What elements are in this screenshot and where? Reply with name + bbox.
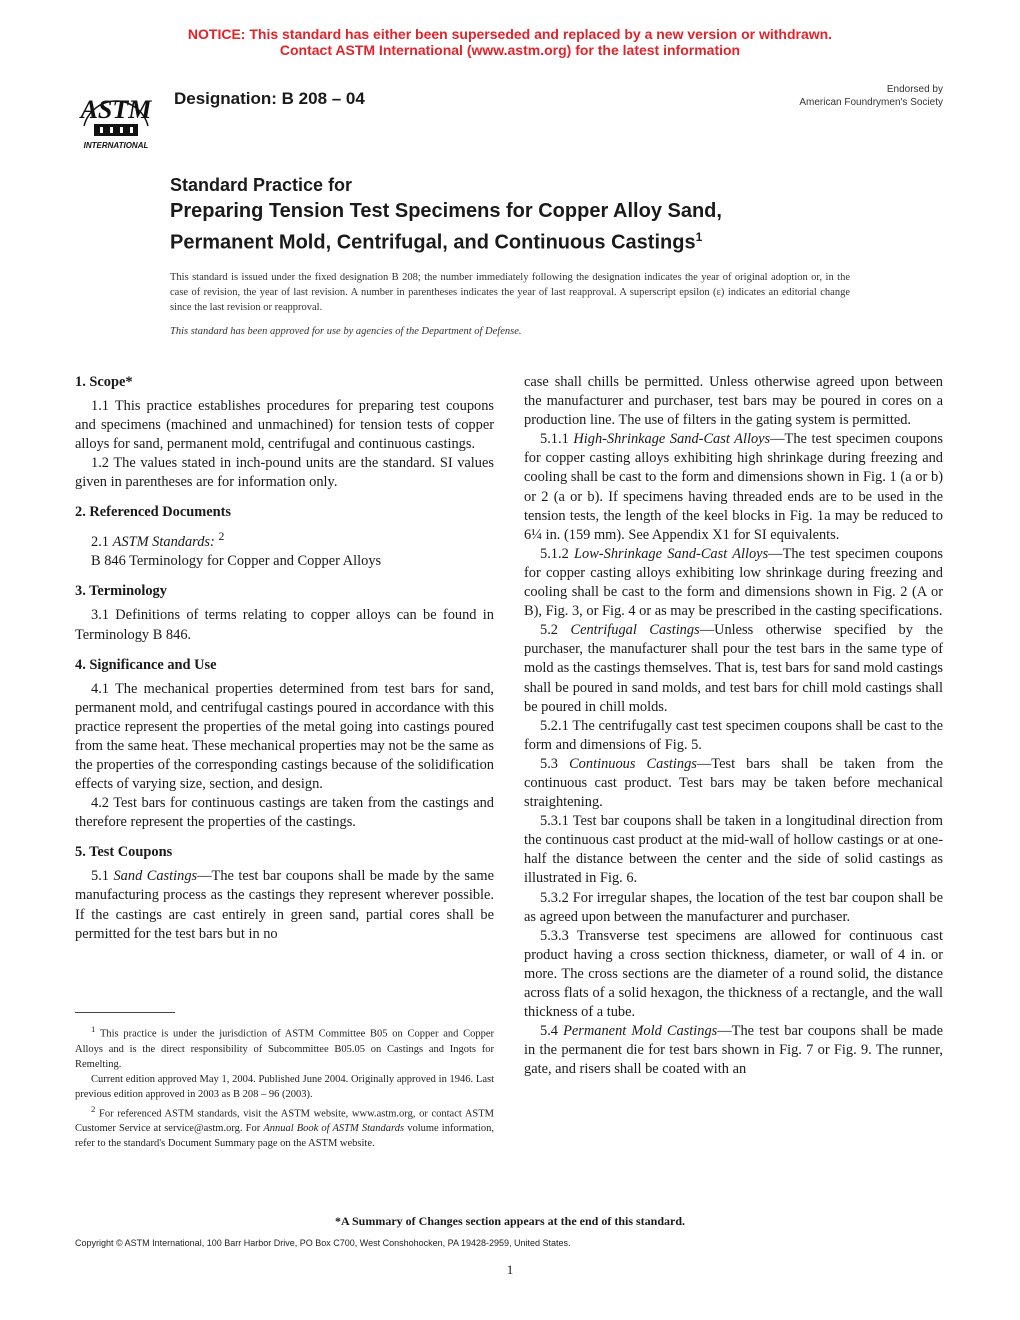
para-5-1-2-num: 5.1.2 xyxy=(540,545,569,562)
footnote-2-mark: 2 xyxy=(91,1103,96,1114)
right-column xyxy=(524,373,943,1079)
para-5-2-text: —Unless otherwise specified by the purchaser, the manufacturer shall pour the test bars in the same type of mold as the castings themselves. That is, test bars for sand mold castings shall be poured in sand molds, and test bars for chill mold castings shall be poured in chill molds. xyxy=(524,622,943,715)
title-line-2 xyxy=(170,224,722,256)
summary-note: *A Summary of Changes section appears at the end of this standard. xyxy=(334,1214,686,1228)
para-5-1-1 xyxy=(524,430,943,545)
para-5-1-title: Sand Castings xyxy=(113,868,198,885)
footnote-2-text-b: volume information, refer to the standard's Document Summary page on the ASTM website. xyxy=(75,1123,494,1149)
section-4-heading: 4. Significance and Use xyxy=(75,656,217,673)
title-line-1: Preparing Tension Test Specimens for Copper Alloy Sand, xyxy=(170,200,722,222)
para-5-3-num: 5.3 xyxy=(540,755,558,772)
para-2-1-title: ASTM Standards: xyxy=(112,534,215,551)
para-5-2-title: Centrifugal Castings xyxy=(570,622,700,639)
section-2-heading: 2. Referenced Documents xyxy=(75,504,231,521)
para-5-1-1-title: High-Shrinkage Sand-Cast Alloys xyxy=(573,431,771,448)
issue-statement: This standard is issued under the fixed designation B 208; the number immediately following the designation indicates the year of original adoption or, in the case of revision, the year of last revision. A number in parentheses indicates the year of last reapproval. A superscript epsilon (ε) indicates an editorial change since the last revision or reapproval. xyxy=(170,272,850,313)
para-5-3-2: 5.3.2 For irregular shapes, the location of the test bar coupon shall be as agreed upon between the manufacturer and purchaser. xyxy=(524,889,943,925)
para-5-1-1-text: —The test specimen coupons for copper casting alloys exhibiting high shrinkage during freezing and cooling shall be cast to the form and dimensions shown in Fig. 1 (a or b) or 2 (a or b). If specimens having threaded ends are to be used in the tension tests, the length of the keel blocks in Fig. 1a may be reduced to 6¼ in. (159 mm). See Appendix X1 for SI equivalents. xyxy=(524,431,943,543)
endorsed-line-2: American Foundrymen's Society xyxy=(799,97,943,108)
footnote-1 xyxy=(75,1022,494,1072)
title-prefix: Standard Practice for xyxy=(170,175,353,195)
para-5-3-text: —Test bars shall be taken from the continuous cast product. Test bars may be taken before mechanical straightening. xyxy=(524,755,943,811)
para-5-3-1: 5.3.1 Test bar coupons shall be taken in a longitudinal direction from the continuous cast product at the mid-wall of hollow castings or at one-half the distance between the center and the side of solid castings as illustrated in Fig. 6. xyxy=(524,813,943,887)
para-5-1-text: —The test bar coupons shall be made by the same manufacturing process as the castings they represent wherever possible. If the castings are cast entirely in green sand, partial cores shall be permitted for the test bars but in no xyxy=(75,868,494,942)
para-5-4-title: Permanent Mold Castings xyxy=(563,1023,718,1040)
title-line-2-text: Permanent Mold, Centrifugal, and Continuous Castings xyxy=(170,231,696,254)
para-5-2-num: 5.2 xyxy=(540,622,558,639)
para-5-1-2-text: —The test specimen coupons for copper casting alloys exhibiting low shrinkage during freezing and cooling shall be cast to the form and dimensions shown in Fig. 2 (A or B), Fig. 3, or Fig. 4 or as may be prescribed in the casting specifications. xyxy=(524,545,943,620)
para-5-2-1: 5.2.1 The centrifugally cast test specimen coupons shall be cast to the form and dimensions of Fig. 5. xyxy=(524,717,943,753)
footnote-1-text: This practice is under the jurisdiction of ASTM Committee B05 on Copper and Copper Alloys and is the direct responsibility of Subcommittee B05.05 on Castings and Ingots for Remelting. xyxy=(75,1028,494,1070)
logo-subtext: INTERNATIONAL xyxy=(83,141,149,150)
logo-text: ASTM xyxy=(80,95,152,124)
footnote-1-mark: 1 xyxy=(91,1024,96,1034)
left-column xyxy=(75,373,494,944)
para-1-2: 1.2 The values stated in inch-pound units are the standard. SI values given in parentheses are for information only. xyxy=(75,455,494,491)
endorsement xyxy=(799,83,943,109)
para-5-4-num: 5.4 xyxy=(540,1023,558,1040)
dod-approval: This standard has been approved for use by agencies of the Department of Defense. xyxy=(170,326,522,337)
para-5-1-1-num: 5.1.1 xyxy=(540,431,569,448)
section-3-heading: 3. Terminology xyxy=(75,583,167,600)
para-5-1-2 xyxy=(524,545,943,621)
page-number: 1 xyxy=(506,1262,514,1277)
para-1-1: 1.1 This practice establishes procedures for preparing test coupons and specimens (machined and unmachined) for tension tests of copper alloys for sand, permanent mold, centrifugal and continuous castings. xyxy=(75,398,494,453)
document-title xyxy=(170,198,722,256)
ref-b846: B 846 Terminology for Copper and Copper Alloys xyxy=(91,553,382,570)
para-4-1: 4.1 The mechanical properties determined from test bars for sand, permanent mold, and centrifugal castings poured in accordance with this practice represent the properties of the metal going into castings poured from the same heat. These mechanical properties may not be the same as the properties of the corresponding castings because of the solidification effects of varying size, section, and design. xyxy=(75,680,494,793)
notice-line-1: NOTICE: This standard has either been superseded and replaced by a new version or withdrawn. xyxy=(187,26,833,42)
para-5-1-num: 5.1 xyxy=(91,868,109,885)
footnote-1-edition: Current edition approved May 1, 2004. Published June 2004. Originally approved in 1946. Last previous edition approved in 2003 as B 208 – 96 (2003). xyxy=(75,1073,494,1100)
para-5-1-2-title: Low-Shrinkage Sand-Cast Alloys xyxy=(574,545,769,562)
notice-line-2: Contact ASTM International (www.astm.org) for the latest information xyxy=(279,42,741,58)
title-footnote-mark: 1 xyxy=(695,230,703,244)
designation: Designation: B 208 – 04 xyxy=(174,89,365,108)
section-1-heading: 1. Scope* xyxy=(75,374,133,390)
para-5-3-3: 5.3.3 Transverse test specimens are allowed for continuous cast product having a cross section thickness, diameter, or wall of 4 in. or more. The cross sections are the diameter of a round solid, the distance across flats of a solid hexagon, the thickness of a rectangle, and the wall thickness of a tube. xyxy=(524,927,943,1021)
para-2-1-sup: 2 xyxy=(218,529,225,544)
footnotes xyxy=(75,1022,494,1151)
section-5-heading: 5. Test Coupons xyxy=(75,844,173,861)
copyright: Copyright © ASTM International, 100 Barr Harbor Drive, PO Box C700, West Conshohocken, PA 19428-2959, United States. xyxy=(75,1238,571,1248)
para-5-4 xyxy=(524,1022,943,1079)
para-5-2 xyxy=(524,621,943,716)
para-5-3 xyxy=(524,755,943,812)
withdrawn-notice xyxy=(0,26,1020,58)
footnote-divider xyxy=(75,1012,175,1013)
para-3-1: 3.1 Definitions of terms relating to copper alloys can be found in Terminology B 846. xyxy=(75,607,494,643)
footnote-2 xyxy=(75,1102,494,1152)
para-5-4-text: —The test bar coupons shall be made in the permanent die for test bars shown in Fig. 7 or Fig. 9. The runner, gate, and risers shall be coated with an xyxy=(524,1023,943,1078)
para-5-1 xyxy=(75,867,494,943)
para-2-1-num: 2.1 xyxy=(91,534,109,551)
para-5-1-continued: case shall chills be permitted. Unless otherwise agreed upon between the manufacturer and purchaser, test bars may be poured in cores on a production line. The use of filters in the gating system is permitted. xyxy=(524,374,943,429)
para-2-1 xyxy=(75,527,494,552)
endorsed-line-1: Endorsed by xyxy=(886,84,943,95)
footnote-2-text-a: For referenced ASTM standards, visit the ASTM website, www.astm.org, or contact ASTM Customer Service at service@astm.org. For xyxy=(75,1108,494,1134)
para-4-2: 4.2 Test bars for continuous castings are taken from the castings and therefore represent the properties of the castings. xyxy=(75,795,494,831)
para-5-3-title: Continuous Castings xyxy=(569,755,697,772)
footnote-2-italic: Annual Book of ASTM Standards xyxy=(263,1123,405,1134)
astm-logo xyxy=(70,76,162,154)
